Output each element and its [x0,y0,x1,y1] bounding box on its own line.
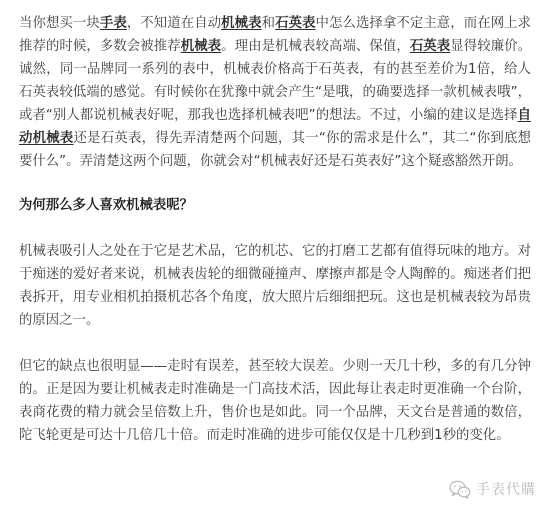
keyword-link[interactable]: 石英表 [409,39,451,54]
keyword-link[interactable]: 石英表 [275,16,316,31]
watermark-text: 手表代購 [476,482,536,498]
keyword-link[interactable]: 手表 [99,16,127,31]
paragraph-text: 和 [261,16,276,31]
section-heading: 为何那么多人喜欢机械表呢？ [19,198,194,213]
wechat-icon [449,480,471,499]
appeal-paragraph: 机械表吸引人之处在于它是艺术品，它的机芯、它的打磨工艺都有值得玩味的地方。对于痴迷的爱好者来说，机械表齿轮的细微碰撞声、摩擦声都是令人陶醉的。痴迷者们把表拆开，用专业相机拍摄机芯各个角度，放大照片后细细把玩。这也是机械表较为昂贵的原因之一。 [19,244,531,328]
watermark [449,479,536,499]
article-body [19,12,531,447]
keyword-link[interactable]: 自动机械表 [19,108,531,146]
intro-paragraph [19,12,531,173]
keyword-link[interactable]: 机械表 [221,16,262,31]
paragraph-text: 还是石英表，得先弄清楚两个问题，其一“你的需求是什么”，其二“你到底想要什么”。弄清楚这两个问题，你就会对“机械表好还是石英表好”这个疑惑豁然开朗。 [19,131,532,169]
paragraph-text: 当你想买一块 [19,16,100,31]
paragraph-text: ，不知道在自动 [126,16,222,31]
paragraph-text: 。理由是机械表较高端、保值， [221,39,410,54]
drawback-paragraph: 但它的缺点也很明显——走时有误差，甚至较大误差。少则一天几十秒，多的有几分钟的。正是因为要让机械表走时准确是一门高技术活，因此每让表走时更准确一个台阶，表商花费的精力就会呈倍数上升，售价也是如此。同一个品牌，天文台是普通的数倍，陀飞轮更是可达十几倍几十倍。而走时准确的进步可能仅仅是十几秒到1秒的变化。 [19,359,531,443]
paragraph-text: 中怎么选择拿不定主意，而在网上求推荐的时候，多数会被推荐 [19,16,532,54]
keyword-link[interactable]: 机械表 [180,39,222,54]
paragraph-text: 显得较廉价。诚然，同一品牌同一系列的表中，机械表价格高于石英表，有的甚至差价为1倍，给人石英表较低端的感觉。有时候你在犹豫中就会产生“是哦，的确要选择一款机械表哦”，或者“别人都说机械表好呢，那我也选择机械表吧”的想法。不过，小编的建议是选择 [19,39,532,123]
